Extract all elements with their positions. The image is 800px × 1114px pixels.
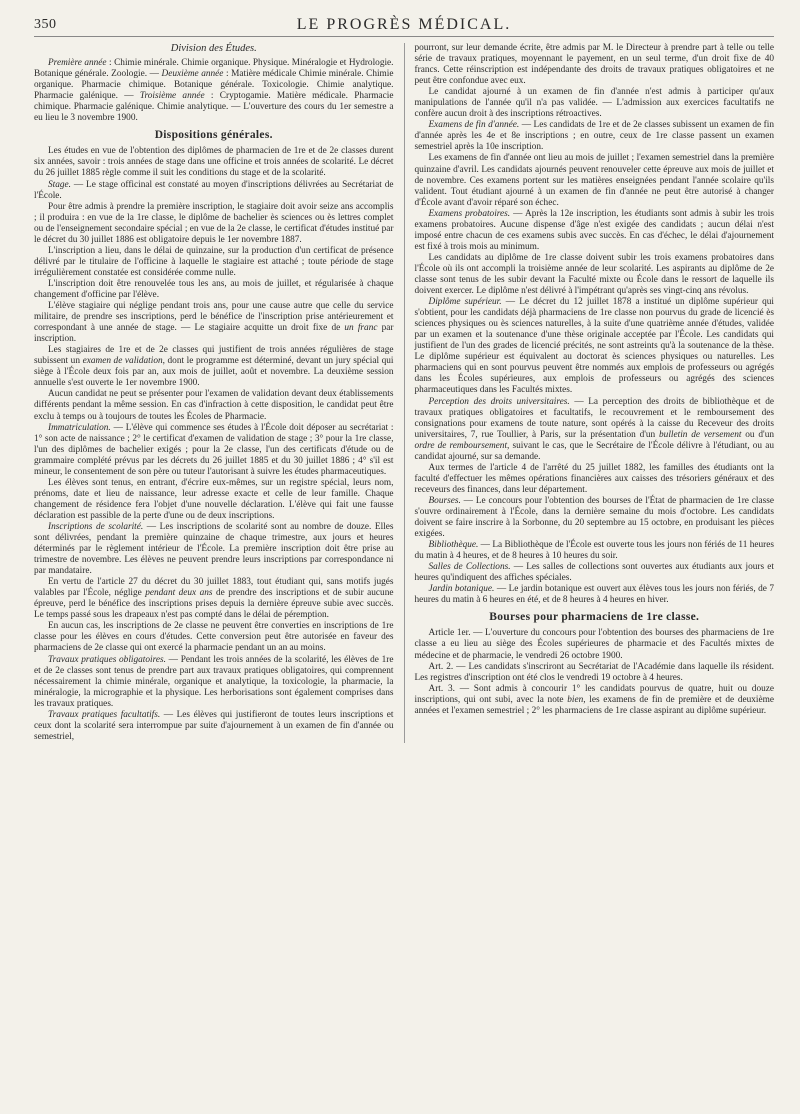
paragraph: Article 1er. — L'ouverture du concours pour l'obtention des bourses des pharmaciens de 1re classe a eu lieu au siège des Écoles supérieures de pharmacie et des Facultés mixtes de médecine et de pharmacie, le vendredi 26 octobre 1900. [414, 628, 774, 661]
left-column [34, 43, 404, 743]
paragraph: Inscriptions de scolarité. — Les inscriptions de scolarité sont au nombre de douze. Elles sont délivrées, pendant la première quinzaine de chaque trimestre, aux jours et heures déterminés par le règlement intérieur de l'École. La première inscription doit être prise au trimestre de novembre. Les élèves ne peuvent prendre leurs inscriptions par correspondance ni par mandataire. [34, 521, 394, 577]
paragraph: Les élèves sont tenus, en entrant, d'écrire eux-mêmes, sur un registre spécial, leurs nom, prénoms, date et lieu de naissance, leur adresse exacte et celle de leur famille. Chaque changement de résidence fera l'objet d'une nouvelle déclaration. L'élève qui fait une fausse déclaration est passible de la perte d'une ou de deux inscriptions. [34, 477, 394, 521]
section-heading-division: Division des Études. [170, 43, 257, 54]
paragraph: Diplôme supérieur. — Le décret du 12 juillet 1878 a institué un diplôme supérieur qui s'obtient, pour les candidats déjà pharmaciens de 1re classe non pourvus du grade de licencié ès sciences physiques ou ès sciences naturelles, à la suite d'une quatrième année d'études, validée par un examen et la soutenance d'une thèse originale acceptée par l'École. Les candidats qui justifient de l'un des grades de licencié précités, ne sont astreints qu'à la soutenance de la thèse. Le diplôme supérieur est équivalent au doctorat ès sciences physiques ou naturelles. Les pharmaciens qui en sont pourvus peuvent être nommés aux emplois de professeurs ou agrégés dans les Écoles supérieures, aux emplois de professeurs ou agrégés des sciences pharmaceutiques dans les Facultés mixtes. [414, 297, 774, 396]
paragraph: Jardin botanique. — Le jardin botanique est ouvert aux élèves tous les jours non fériés, de 7 heures du matin à 6 heures en été, et de 8 heures à 4 heures en hiver. [414, 584, 774, 606]
paragraph: Les stagiaires de 1re et de 2e classes qui justifient de trois années régulières de stage subissent un examen de validation, dont le programme est déterminé, devant un jury spécial qui siège à l'École deux fois par an, aux mois de juillet, août et novembre. La deuxième session annuelle s'est ouverte le 1er novembre 1900. [34, 345, 394, 389]
paragraph: Art. 3. — Sont admis à concourir 1° les candidats pourvus de quatre, huit ou douze inscriptions, qui ont subi, avec la note bien, les examens de fin de première et de deuxième années et l'examen semestriel ; 2° les pharmaciens de 1re classe aspirant au diplôme supérieur. [414, 683, 774, 716]
paragraph: Aux termes de l'article 4 de l'arrêté du 25 juillet 1882, les familles des étudiants ont la faculté d'effectuer les mêmes opérations financières aux caisses des trésoriers généraux et des receveurs des finances, dans leur département. [414, 462, 774, 495]
paragraph: Salles de Collections. — Les salles de collections sont ouvertes aux étudiants aux jours et heures qu'indiquent des affiches spéciales. [414, 562, 774, 584]
paragraph: L'élève stagiaire qui néglige pendant trois ans, pour une cause autre que celle du service militaire, de prendre ses inscriptions, perd le bénéfice de l'inscription prise antérieurement et correspondant à une année de stage. — Le stagiaire acquitte un droit fixe de un franc par inscription. [34, 301, 394, 345]
paragraph: En vertu de l'article 27 du décret du 30 juillet 1883, tout étudiant qui, sans motifs jugés valables par l'École, néglige pendant deux ans de prendre des inscriptions et de subir aucune épreuve, perd le bénéfice des inscriptions prises depuis la dernière épreuve subie avec succès. Le temps passé sous les drapeaux n'est pas compté dans le délai de péremption. [34, 577, 394, 621]
paragraph: Pour être admis à prendre la première inscription, le stagiaire doit avoir seize ans accomplis ; il produira : en vue de la 1re classe, le diplôme de bachelier ès sciences ou ès lettres complet ou de l'enseignement secondaire spécial ; en vue de la 2e classe, le certificat d'études institué par le décret du 30 juillet 1886 est obligatoire depuis le 1er novembre 1887. [34, 201, 394, 245]
paragraph: L'inscription a lieu, dans le délai de quinzaine, sur la production d'un certificat de présence délivré par le titulaire de l'officine à laquelle le stagiaire est attaché ; toute période de stage irrégulièrement constatée est considérée comme nulle. [34, 245, 394, 278]
paragraph: L'inscription doit être renouvelée tous les ans, au mois de juillet, et régularisée à chaque changement d'officine par l'élève. [34, 278, 394, 300]
paragraph: Travaux pratiques obligatoires. — Pendant les trois années de la scolarité, les élèves de 1re et de 2e classes sont tenus de prendre part aux travaux pratiques obligatoires, qui comprennent nécessairement la chimie minérale, organique et analytique, la toxicologie, la pharmacie, la minéralogie, la micrographie et la physique. Les herborisations sont également comprises dans les travaux pratiques. [34, 654, 394, 709]
paragraph: Immatriculation. — L'élève qui commence ses études à l'École doit déposer au secrétariat : 1° son acte de naissance ; 2° le certificat d'examen de validation de stage ; 3° pour la 1re classe, l'un des diplômes de bachelier exigés ; pour la 2e classe, l'un des certificats d'étude ou de grammaire complété prévus par les décrets du 26 juillet 1885 et du 30 juillet 1886 ; 4° s'il est mineur, le consentement de son père ou tuteur l'autorisant à suivre les études pharmaceutiques. [34, 422, 394, 477]
paragraph: Perception des droits universitaires. — La perception des droits de bibliothèque et de travaux pratiques obligatoires et facultatifs, le recouvrement et le remboursement des consignations pour examens de toute nature, sont opérés à la caisse du Receveur des droits universitaires, 7, rue Toullier, à Paris, sur la présentation d'un bulletin de versement ou d'un ordre de remboursement, suivant le cas, que le Secrétaire de l'École délivre à l'étudiant, ou au candidat ajourné, sur sa demande. [414, 396, 775, 462]
page-header [34, 0, 774, 37]
right-column [404, 43, 775, 743]
paragraph: Première année : Chimie minérale. Chimie organique. Physique. Minéralogie et Hydrologie. Botanique générale. Zoologie. — Deuxième année : Matière médicale Chimie minérale. Chimie organique. Pharmacie chimique. Botanique générale. Toxicologie. Chimie analytique. Pharmacie galénique. — Troisième année : Cryptogamie. Matière médicale. Pharmacie chimique. Pharmacie galénique. Chimie analytique. — L'ouverture des cours du 1er semestre a eu lieu le 3 novembre 1900. [34, 58, 394, 124]
running-title: LE PROGRÈS MÉDICAL. [296, 16, 512, 33]
paragraph: Bibliothèque. — La Bibliothèque de l'École est ouverte tous les jours non fériés de 11 heures du matin à 4 heures, et de 8 heures à 10 heures du soir. [414, 540, 774, 562]
paragraph: Le candidat ajourné à un examen de fin d'année n'est admis à participer qu'aux manipulations de l'année qu'il n'a pas validée. — L'admission aux exercices facultatifs ne confère aucun droit à des inscriptions rétroactives. [414, 87, 774, 120]
paragraph: pourront, sur leur demande écrite, être admis par M. le Directeur à prendre part à telle ou telle série de travaux pratiques, moyennant le payement, en un seul terme, d'un droit fixe de 40 francs. Cette réinscription est indépendante des droits de travaux pratiques obligatoires et ne peut être confondue avec eux. [414, 43, 774, 87]
paragraph: Les examens de fin d'année ont lieu au mois de juillet ; l'examen semestriel dans la première quinzaine d'avril. Les candidats ajournés peuvent renouveler cette épreuve aux mois de juillet et de novembre. Ces examens portent sur les matières enseignées pendant l'année scolaire qu'ils valident. Tout étudiant ajourné à un examen de fin d'année ne peut être autorisé à changer d'École avant d'avoir réparé son échec. [414, 153, 774, 208]
paragraph: Examens probatoires. — Après la 12e inscription, les étudiants sont admis à subir les trois examens probatoires. Aucune dispense d'âge n'est exigée des candidats ; aucun délai n'est imposé entre chacun de ces examens subis avec succès. En cas d'échec, le délai d'ajournement est fixé à trois mois au minimum. [414, 208, 774, 252]
paragraph: Les candidats au diplôme de 1re classe doivent subir les trois examens probatoires dans l'École où ils ont accompli la troisième année de leur scolarité. Les aspirants au diplôme de 2e classe sont tenus de les subir devant la Faculté mixte ou École dans le ressort de laquelle ils doivent exercer. Le diplôme n'est délivré à l'impétrant qu'après ses vingt-cinq ans révolus. [414, 252, 774, 297]
section-heading-dispositions: Dispositions générales. [154, 129, 273, 142]
paragraph: En aucun cas, les inscriptions de 2e classe ne peuvent être converties en inscriptions de 1re classe pour les élèves en cours d'études. Cette conversion peut être autorisée en faveur des pharmaciens de 2e classe qui ont exercé la pharmacie pendant un an au moins. [34, 621, 394, 654]
paragraph: Les études en vue de l'obtention des diplômes de pharmacien de 1re et de 2e classes durent six années, savoir : trois années de stage dans une officine et trois années de scolarité. Le décret du 26 juillet 1885 règle comme il suit les conditions du stage et de la scolarité. [34, 146, 394, 179]
two-column-body [34, 43, 774, 743]
paragraph: Examens de fin d'année. — Les candidats de 1re et de 2e classes subissent un examen de fin d'année après les 4e et 8e inscriptions ; en outre, ceux de 1re classe passent un examen semestriel après la 10e inscription. [414, 120, 774, 153]
paragraph: Art. 2. — Les candidats s'inscriront au Secrétariat de l'Académie dans laquelle ils résident. Les registres d'inscription ont été clos le vendredi 19 octobre à 4 heures. [414, 661, 774, 683]
paragraph: Stage. — Le stage officinal est constaté au moyen d'inscriptions délivrées au Secrétariat de l'École. [34, 179, 394, 201]
section-heading-bourses: Bourses pour pharmaciens de 1re classe. [489, 611, 700, 624]
paragraph: Bourses. — Le concours pour l'obtention des bourses de l'État de pharmacien de 1re classe s'ouvre ordinairement à l'École, dans la dernière semaine du mois d'octobre. Les candidats doivent se faire inscrire à la Sorbonne, du 20 septembre au 15 octobre, en produisant les pièces exigées. [414, 495, 774, 540]
page-number: 350 [34, 17, 57, 32]
paragraph: Aucun candidat ne peut se présenter pour l'examen de validation devant deux établissements différents pendant la même session. En cas d'infraction à cette disposition, le candidat peut être exclu à temps ou à toujours de toutes les Écoles de Pharmacie. [34, 389, 394, 422]
paragraph: Travaux pratiques facultatifs. — Les élèves qui justifieront de toutes leurs inscriptions et ceux dont la scolarité sera interrompue par suite d'ajournement à un examen de fin d'année ou semestriel, [34, 709, 394, 742]
